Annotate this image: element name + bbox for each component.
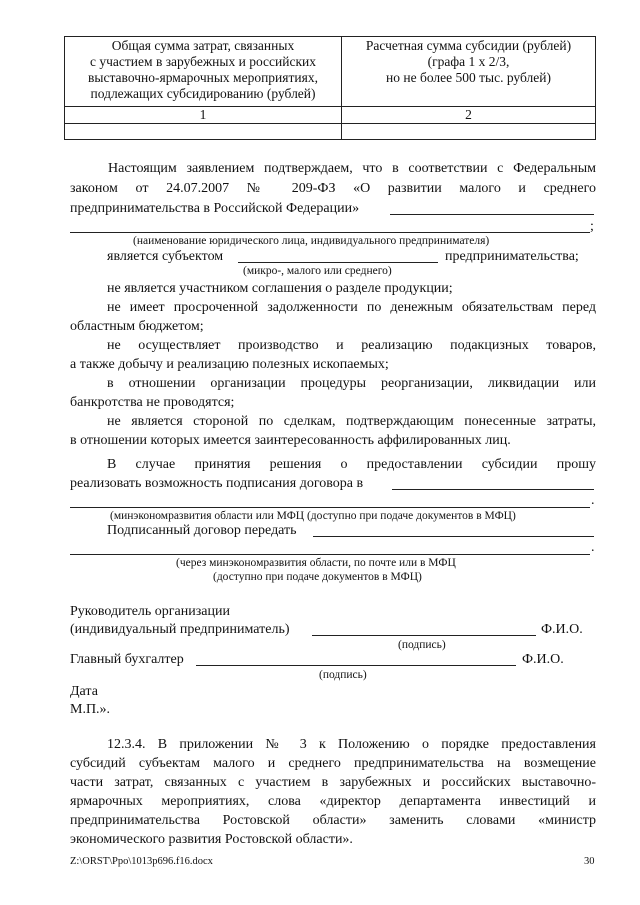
contract-signing-caption: (минэкономразвития области или МФЦ (доступно при подаче документов в МФЦ): [110, 510, 516, 522]
table-cell-empty: [65, 124, 342, 140]
page-number: 30: [584, 856, 595, 867]
head-title: Руководитель организации: [70, 604, 230, 619]
statement-item: а также добычу и реализацию полезных ископаемых;: [70, 357, 389, 372]
statement-line: законом от 24.07.2007 № 209-ФЗ «О развитии малого и среднего: [70, 181, 596, 196]
subject-label: является субъектом: [107, 249, 224, 264]
contract-transfer-field-line2[interactable]: [70, 554, 590, 555]
statement-item: не осуществляет производство и реализацию подакцизных товаров,: [107, 338, 596, 353]
enterprise-size-field[interactable]: [238, 262, 438, 263]
enterprise-size-caption: (микро-, малого или среднего): [243, 265, 392, 277]
fio-label: Ф.И.О.: [541, 622, 583, 637]
period: .: [591, 540, 595, 555]
statement-item: банкротства не проводятся;: [70, 395, 235, 410]
contract-transfer-caption: (через минэкономразвития области, по почте или в МФЦ: [176, 557, 456, 569]
accountant-title: Главный бухгалтер: [70, 652, 184, 667]
table-col-number-2: 2: [342, 107, 596, 124]
semicolon: ;: [590, 219, 594, 234]
statement-item: не является стороной по сделкам, подтверждающим понесенные затраты,: [107, 414, 596, 429]
statement-line: предпринимательства в Российской Федерации»: [70, 201, 360, 216]
legal-entity-field-line2[interactable]: [70, 232, 590, 233]
table-col-number-1: 1: [65, 107, 342, 124]
contract-signing-place-field[interactable]: [392, 489, 594, 490]
fio-label: Ф.И.О.: [522, 652, 564, 667]
amendment-line: предпринимательства Ростовской области» заменить словами «министр: [70, 813, 596, 828]
signature-caption: (подпись): [319, 669, 367, 681]
amendment-line: экономического развития Ростовской области».: [70, 832, 353, 847]
amendment-line: 12.3.4. В приложении № 3 к Положению о порядке предоставления: [107, 737, 596, 752]
table-cell-empty: [342, 124, 596, 140]
amendment-line: части затрат, связанных с участием в зарубежных и российских выставочно-: [70, 775, 596, 790]
contract-paragraph: реализовать возможность подписания договора в: [70, 476, 364, 491]
amendment-line: ярмарочных мероприятиях, слова «директор департамента инвестиций и: [70, 794, 596, 809]
contract-paragraph: В случае принятия решения о предоставлении субсидии прошу: [107, 457, 596, 472]
date-label: Дата: [70, 684, 98, 699]
seal-label: М.П.».: [70, 702, 111, 717]
contract-transfer-field[interactable]: [313, 536, 594, 537]
legal-entity-field[interactable]: [390, 214, 594, 215]
contract-transfer-label: Подписанный договор передать: [107, 523, 297, 538]
head-signature-field[interactable]: [312, 635, 536, 636]
statement-line: Настоящим заявлением подтверждаем, что в соответствии с Федеральным: [108, 161, 596, 176]
head-title-sub: (индивидуальный предприниматель): [70, 622, 290, 637]
accountant-signature-field[interactable]: [196, 665, 516, 666]
table-header-subsidy-amount: Расчетная сумма субсидии (рублей) (графа 1 х 2/3, но не более 500 тыс. рублей): [342, 37, 596, 107]
contract-transfer-caption: (доступно при подаче документов в МФЦ): [213, 571, 422, 583]
period: .: [591, 493, 595, 508]
statement-item: областным бюджетом;: [70, 319, 204, 334]
statement-item: не имеет просроченной задолженности по денежным обязательствам перед: [107, 300, 596, 315]
statement-item: не является участником соглашения о разделе продукции;: [107, 281, 453, 296]
amendment-line: субсидий субъектам малого и среднего предпринимательства на возмещение: [70, 756, 596, 771]
signature-caption: (подпись): [398, 639, 446, 651]
contract-signing-place-field-line2[interactable]: [70, 507, 590, 508]
legal-entity-caption: (наименование юридического лица, индивидуального предпринимателя): [133, 235, 490, 247]
subsidy-table: [64, 36, 596, 140]
subject-label-end: предпринимательства;: [445, 249, 579, 264]
table-header-total-costs: Общая сумма затрат, связанных с участием в зарубежных и российских выставочно-ярмарочных мероприятиях, подлежащих субсидированию (рублей): [65, 37, 342, 107]
statement-item: в отношении которых имеется заинтересованность аффилированных лиц.: [70, 433, 511, 448]
file-path: Z:\ORST\Ppo\1013p696.f16.docx: [70, 856, 213, 867]
statement-item: в отношении организации процедуры реорганизации, ликвидации или: [107, 376, 596, 391]
